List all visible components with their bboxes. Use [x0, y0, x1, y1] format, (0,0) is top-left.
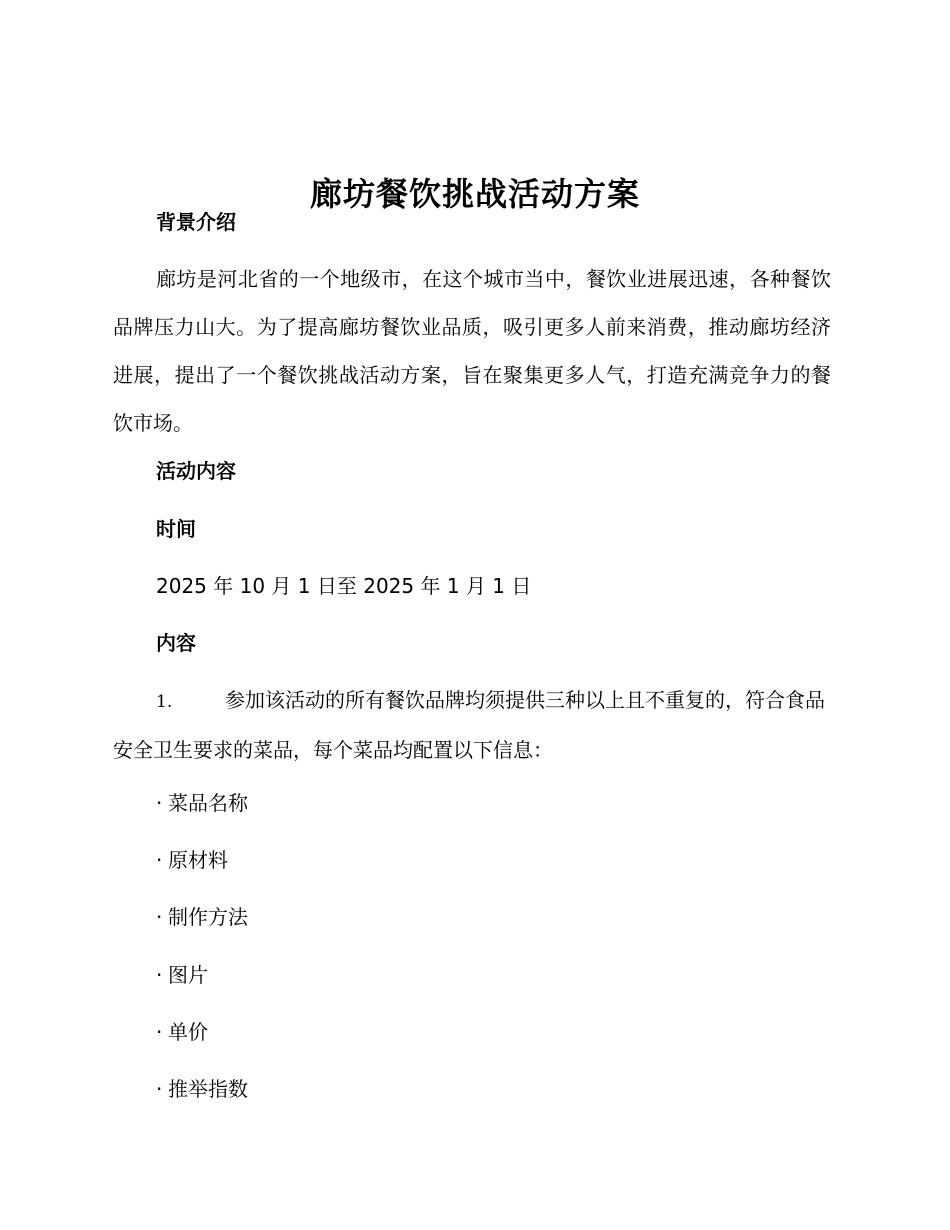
bullet-marker: ·: [156, 963, 163, 987]
bullet-text: 推举指数: [168, 1077, 248, 1101]
time-range-text: 2025 年 10 月 1 日至 2025 年 1 月 1 日: [156, 574, 532, 598]
bullet-item: [156, 789, 248, 817]
bullet-marker: ·: [156, 848, 163, 872]
item-number: 1.: [156, 692, 173, 712]
heading-activity-content: 活动内容: [156, 459, 236, 483]
bullet-item: [156, 1075, 248, 1103]
bullet-text: 制作方法: [168, 905, 248, 929]
heading-time: 时间: [156, 517, 196, 541]
bullet-item: [156, 846, 228, 874]
bullet-marker: ·: [156, 1077, 163, 1101]
bullet-item: [156, 1018, 208, 1046]
bullet-text: 单价: [168, 1020, 208, 1044]
bullet-text: 原材料: [168, 848, 228, 872]
bullet-item: [156, 961, 208, 989]
paragraph-background: 廊坊是河北省的一个地级市，在这个城市当中，餐饮业进展迅速，各种餐饮品牌压力山大。为了提高廊坊餐饮业品质，吸引更多人前来消费，推动廊坊经济进展，提出了一个餐饮挑战活动方案，旨在聚集更多人气，打造充满竞争力的餐饮市场。: [113, 267, 831, 435]
bullet-marker: ·: [156, 905, 163, 929]
bullet-item: [156, 903, 248, 931]
item-text: 参加该活动的所有餐饮品牌均须提供三种以上且不重复的，符合食品安全卫生要求的菜品，每个菜品均配置以下信息：: [113, 688, 825, 762]
bullet-text: 菜品名称: [168, 791, 248, 815]
document-title: 廊坊餐饮挑战活动方案: [309, 175, 640, 214]
heading-content: 内容: [156, 631, 196, 655]
bullet-marker: ·: [156, 1020, 163, 1044]
bullet-marker: ·: [156, 791, 163, 815]
heading-background: 背景介绍: [156, 210, 236, 234]
numbered-item-1: [113, 676, 831, 774]
bullet-text: 图片: [168, 963, 208, 987]
